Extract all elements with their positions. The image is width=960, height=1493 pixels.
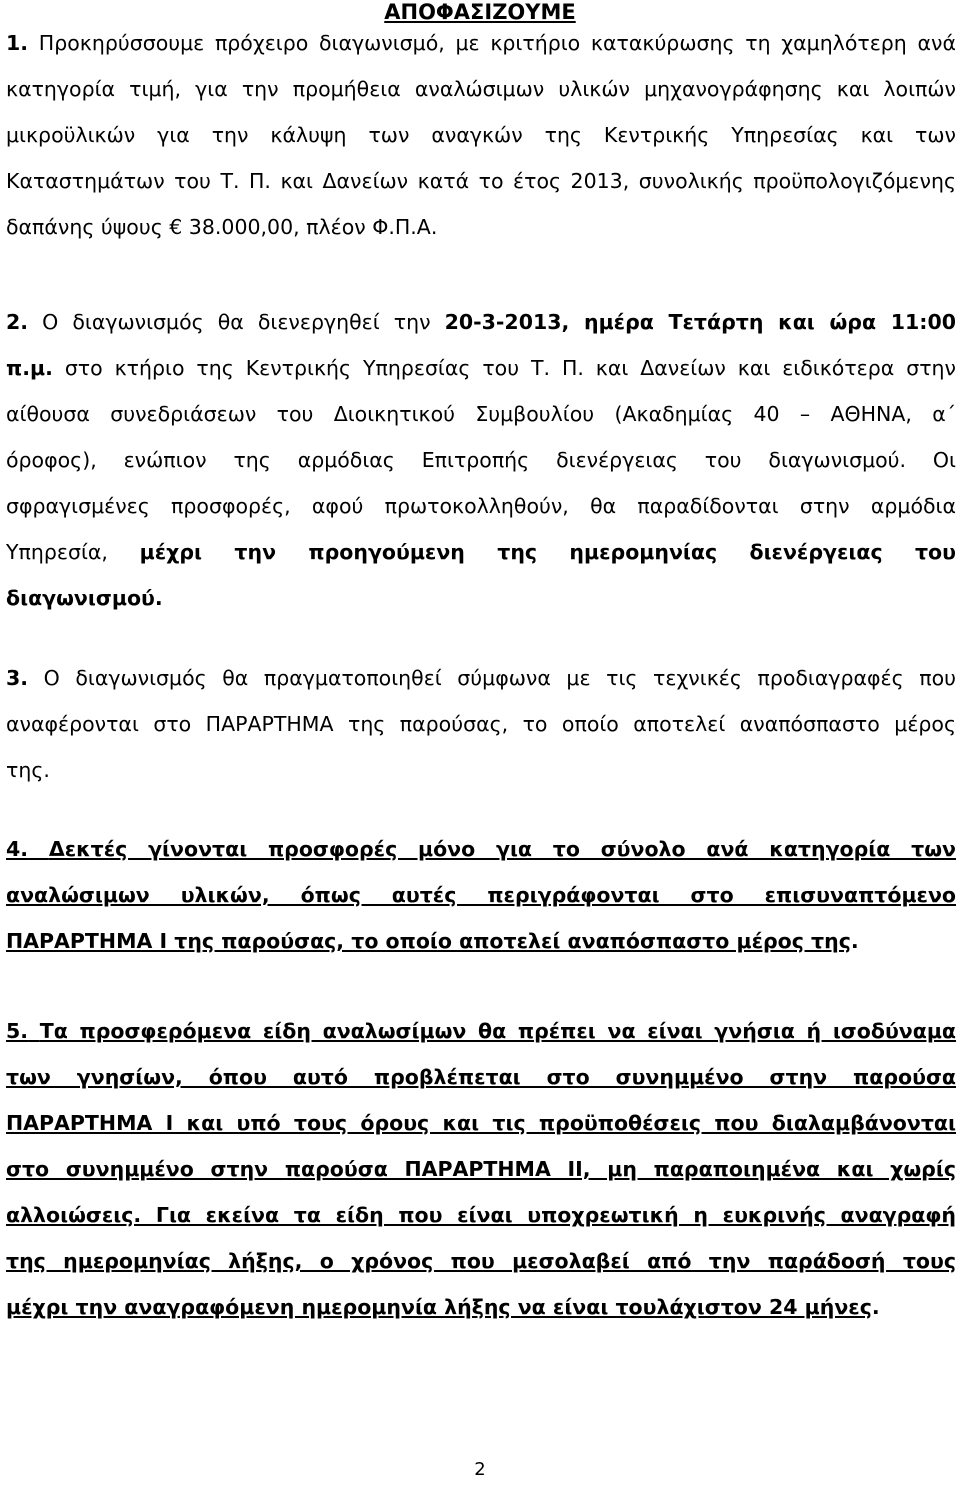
paragraph-3-line: αναφέρονται στο ΠΑΡΑΡΤΗΜΑ της παρούσας, το οποίο αποτελεί αναπόσπαστο μέρος	[6, 712, 956, 736]
paragraph-1-line: Καταστημάτων του Τ. Π. και Δανείων κατά το έτος 2013, συνολικής προϋπολογιζόμενης	[6, 169, 956, 193]
paragraph-3-line	[6, 655, 956, 701]
paragraph-2-line: σφραγισμένες προσφορές, αφού πρωτοκολληθούν, θα παραδίδονται στην αρμόδια	[6, 494, 956, 518]
paragraph-2-line	[6, 529, 956, 575]
paragraph-text: ΠΑΡΑΡΤΗΜΑ Ι της παρούσας, το οποίο αποτελεί αναπόσπαστο μέρος της	[6, 929, 851, 953]
paragraph-number: 2.	[6, 310, 29, 334]
paragraph-1-line: δαπάνης ύψους € 38.000,00, πλέον Φ.Π.Α.	[6, 215, 438, 239]
paragraph-5	[6, 1008, 956, 1330]
paragraph-4-line	[6, 826, 956, 872]
paragraph-5-line: της ημερομηνίας λήξης, ο χρόνος που μεσολαβεί από την παράδοσή τους	[6, 1249, 956, 1273]
paragraph-3-line: της.	[6, 758, 50, 782]
paragraph-3	[6, 655, 956, 793]
paragraph-end: .	[871, 1295, 880, 1319]
paragraph-text: στο κτήριο της Κεντρικής Υπηρεσίας του Τ. Π. και Δανείων και ειδικότερα στην	[64, 356, 956, 380]
meeting-date-time: 20-3-2013, ημέρα Τετάρτη και ώρα 11:00	[444, 310, 956, 334]
deadline-text: μέχρι την προηγούμενη της ημερομηνίας διενέργειας του	[139, 540, 956, 564]
paragraph-5-line: αλλοιώσεις. Για εκείνα τα είδη που είναι υποχρεωτική η ευκρινής αναγραφή	[6, 1203, 956, 1227]
paragraph-5-line: στο συνημμένο στην παρούσα ΠΑΡΑΡΤΗΜΑ ΙΙ, μη παραποιημένα και χωρίς	[6, 1157, 956, 1181]
paragraph-text: μέχρι την αναγραφόμενη ημερομηνία λήξης να είναι τουλάχιστον 24 μήνες	[6, 1295, 872, 1319]
paragraph-2-line	[6, 345, 956, 391]
paragraph-5-line	[6, 1008, 956, 1054]
paragraph-2	[6, 299, 956, 621]
page-number: 2	[474, 1459, 486, 1480]
paragraph-5-line	[6, 1284, 956, 1330]
document-heading: ΑΠΟΦΑΣΙΖΟΥΜΕ	[384, 0, 576, 24]
paragraph-number: 1.	[6, 31, 29, 55]
paragraph-number: 3.	[6, 666, 29, 690]
paragraph-number: 5.	[6, 1019, 29, 1043]
paragraph-text: Προκηρύσσουμε πρόχειρο διαγωνισμό, με κριτήριο κατακύρωσης τη χαμηλότερη ανά	[38, 31, 956, 55]
paragraph-5-line: ΠΑΡΑΡΤΗΜΑ Ι και υπό τους όρους και τις προϋποθέσεις που διαλαμβάνονται	[6, 1111, 956, 1135]
paragraph-2-line	[6, 299, 956, 345]
paragraph-text: Δεκτές γίνονται προσφορές μόνο για το σύνολο ανά κατηγορία των	[48, 837, 957, 861]
paragraph-4-line: αναλώσιμων υλικών, όπως αυτές περιγράφονται στο επισυναπτόμενο	[6, 883, 956, 907]
paragraph-2-line: όροφος), ενώπιον της αρμόδιας Επιτροπής διενέργειας του διαγωνισμού. Οι	[6, 448, 956, 472]
paragraph-1-line: μικροϋλικών για την κάλυψη των αναγκών της Κεντρικής Υπηρεσίας και των	[6, 123, 956, 147]
paragraph-4-line	[6, 918, 956, 964]
paragraph-1	[6, 20, 956, 250]
paragraph-5-line: των γνησίων, όπου αυτό προβλέπεται στο συνημμένο στην παρούσα	[6, 1065, 956, 1089]
paragraph-text: Ο διαγωνισμός θα διενεργηθεί την	[42, 310, 431, 334]
paragraph-text: Τα προσφερόμενα είδη αναλωσίμων θα πρέπει να είναι γνήσια ή ισοδύναμα	[39, 1019, 957, 1043]
paragraph-4	[6, 826, 956, 964]
paragraph-2-line: αίθουσα συνεδριάσεων του Διοικητικού Συμβουλίου (Ακαδημίας 40 – ΑΘΗΝΑ, α΄	[6, 402, 956, 426]
paragraph-text: Ο διαγωνισμός θα πραγματοποιηθεί σύμφωνα με τις τεχνικές προδιαγραφές που	[43, 666, 956, 690]
paragraph-text: Υπηρεσία,	[6, 540, 108, 564]
paragraph-2-line: διαγωνισμού.	[6, 586, 163, 610]
paragraph-number: 4.	[6, 837, 29, 861]
paragraph-1-line	[6, 20, 956, 66]
paragraph-end: .	[850, 929, 859, 953]
meeting-time-suffix: π.μ.	[6, 356, 53, 380]
paragraph-1-line: κατηγορία τιμή, για την προμήθεια αναλώσιμων υλικών μηχανογράφησης και λοιπών	[6, 77, 956, 101]
